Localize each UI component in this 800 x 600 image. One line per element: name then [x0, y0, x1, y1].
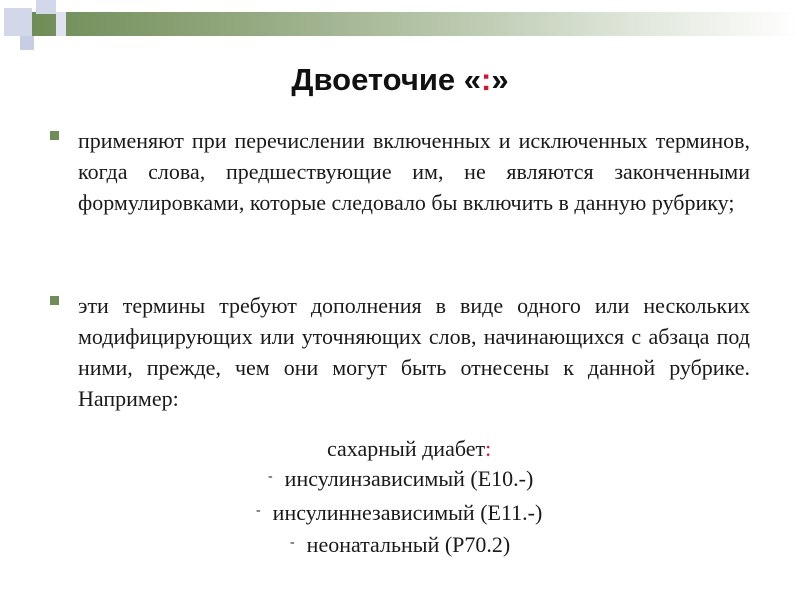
example-item — [290, 527, 510, 561]
dash-icon: - — [256, 503, 261, 518]
bullet-item — [50, 290, 750, 414]
example-item-text: неонатальный (P70.2) — [306, 532, 511, 557]
deco-square — [36, 0, 56, 14]
deco-square — [56, 12, 66, 36]
bullet-square-icon — [50, 296, 59, 305]
example-heading-colon: : — [485, 436, 492, 461]
gradient-bar — [32, 12, 800, 36]
example-heading-text: сахарный диабет — [327, 436, 486, 461]
example-item-text: инсулинзависимый (E10.-) — [284, 466, 534, 491]
top-decoration — [0, 0, 800, 50]
title-prefix: Двоеточие « — [291, 62, 481, 97]
bullet-text: эти термины требуют дополнения в виде одного или нескольких модифицирующих или уточняющих слов, начинающихся с абзаца под ними, прежде, чем они могут быть отнесены к данной рубрике. Например: — [78, 293, 750, 411]
example-item-text: инсулиннезависимый (E11.-) — [272, 500, 543, 525]
title-suffix: » — [491, 62, 509, 97]
bullet-item — [50, 125, 750, 218]
title-colon: : — [481, 62, 492, 97]
slide-title — [0, 62, 800, 98]
example-item — [256, 495, 542, 529]
bullet-text: применяют при перечислении включенных и исключенных терминов, когда слова, предшествующие им, не являются законченными формулировками, которые следовало бы включить в данную рубрику; — [78, 128, 750, 215]
dash-icon: - — [268, 469, 273, 484]
deco-square — [20, 36, 34, 50]
deco-square — [4, 8, 32, 36]
example-item — [268, 461, 533, 495]
bullet-square-icon — [50, 131, 59, 140]
dash-icon: - — [290, 535, 295, 550]
